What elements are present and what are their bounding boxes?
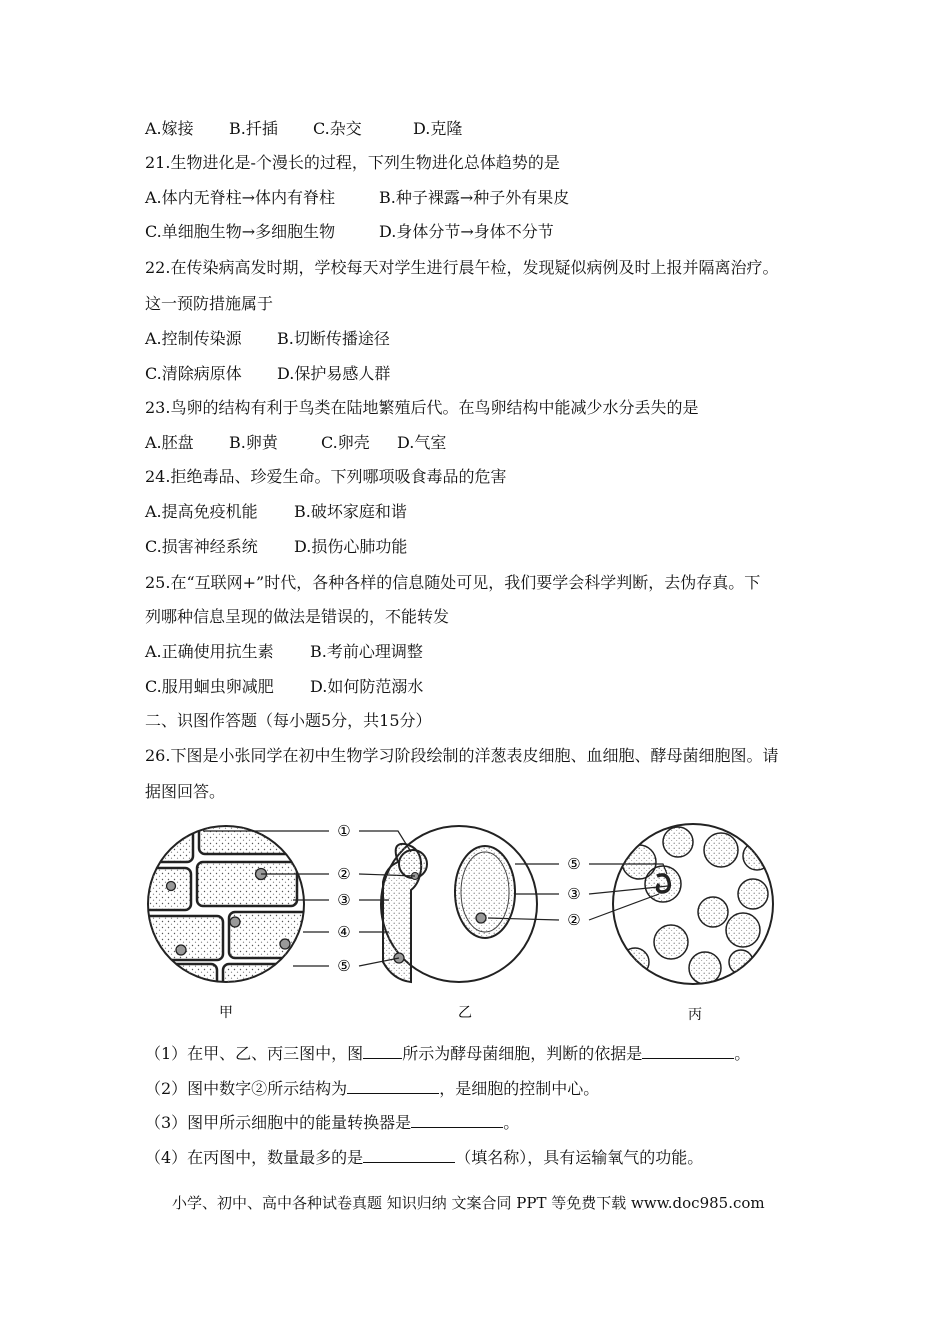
q25-options-row1	[145, 642, 423, 662]
sub-question-4-part-a: （4）在丙图中，数量最多的是	[145, 1148, 364, 1167]
question-26-stem-line2: 据图回答。	[145, 782, 226, 801]
sub-question-1-part-c: 。	[734, 1044, 751, 1063]
option: B.种子裸露→种子外有果皮	[379, 188, 570, 207]
option: D.身体分节→身体不分节	[379, 222, 554, 241]
question-25-stem-line2: 列哪种信息呈现的做法是错误的，不能转发	[145, 607, 450, 626]
callout-2-right: ②	[567, 911, 581, 929]
blood-cells-drawing	[613, 824, 773, 984]
callout-3: ③	[337, 891, 351, 909]
sub-question-4	[145, 1147, 703, 1168]
sub-question-1	[145, 1043, 750, 1064]
callout-3-right: ③	[567, 885, 581, 903]
q21-options-row2	[145, 222, 554, 242]
sub-question-2-part-a: （2）图中数字②所示结构为	[145, 1079, 348, 1098]
q21-options-row1	[145, 188, 569, 208]
sub-question-1-part-b: 所示为酵母菌细胞，判断的依据是	[402, 1044, 643, 1063]
q23-options	[145, 433, 446, 453]
q24-options-row1	[145, 502, 407, 522]
option: D.损伤心肺功能	[294, 537, 408, 556]
sub-question-4-part-b: （填名称），具有运输氧气的功能。	[455, 1148, 704, 1167]
option: C.单细胞生物→多细胞生物	[145, 222, 336, 241]
question-23-stem: 23.鸟卵的结构有利于鸟类在陆地繁殖后代。在鸟卵结构中能减少水分丢失的是	[145, 398, 699, 417]
option: B.扦插	[229, 119, 278, 138]
option: A.嫁接	[145, 119, 194, 138]
option: C.卵壳	[321, 433, 370, 452]
question-22-stem-line1: 22.在传染病高发时期，学校每天对学生进行晨午检，发现疑似病例及时上报并隔离治疗。	[145, 258, 779, 277]
answer-blank-1a[interactable]	[363, 1043, 402, 1059]
sub-question-3-part-a: （3）图甲所示细胞中的能量转换器是	[145, 1113, 412, 1132]
option: A.控制传染源	[145, 329, 242, 348]
callout-5-right: ⑤	[567, 855, 581, 873]
option: B.卵黄	[229, 433, 278, 452]
answer-blank-4[interactable]	[363, 1147, 455, 1163]
option: A.胚盘	[145, 433, 194, 452]
option: B.破坏家庭和谐	[294, 502, 407, 521]
option: C.服用蛔虫卵减肥	[145, 677, 274, 696]
q22-options-row2	[145, 364, 390, 384]
sub-question-2	[145, 1078, 599, 1099]
option: C.损害神经系统	[145, 537, 258, 556]
q22-options-row1	[145, 329, 390, 349]
sub-question-1-part-a: （1）在甲、乙、丙三图中，图	[145, 1044, 364, 1063]
q24-options-row2	[145, 537, 407, 557]
option: D.气室	[397, 433, 447, 452]
yeast-cell-drawing	[381, 826, 537, 982]
question-21-stem: 21.生物进化是-个漫长的过程，下列生物进化总体趋势的是	[145, 153, 560, 172]
callout-4: ④	[337, 923, 351, 941]
callout-5: ⑤	[337, 957, 351, 975]
section-2-title: 二、识图作答题（每小题5分，共15分）	[145, 711, 432, 730]
option: D.保护易感人群	[277, 364, 391, 383]
figure-label-bing: 丙	[688, 1007, 702, 1023]
q25-options-row2	[145, 677, 423, 697]
sub-question-2-part-b: ，是细胞的控制中心。	[439, 1079, 600, 1098]
callouts-right	[567, 855, 580, 929]
option: B.切断传播途径	[277, 329, 390, 348]
cell-diagram-figure	[143, 812, 783, 1024]
page-footer: 小学、初中、高中各种试卷真题 知识归纳 文案合同 PPT 等免费下载 www.doc985.com	[172, 1194, 765, 1212]
option: C.清除病原体	[145, 364, 242, 383]
option: D.克隆	[413, 119, 463, 138]
option: C.杂交	[313, 119, 362, 138]
option: D.如何防范溺水	[310, 677, 424, 696]
option: A.提高免疫机能	[145, 502, 258, 521]
answer-blank-2[interactable]	[347, 1078, 439, 1094]
option: A.体内无脊柱→体内有脊柱	[145, 188, 336, 207]
callouts-left	[337, 822, 350, 975]
question-26-stem-line1: 26.下图是小张同学在初中生物学习阶段绘制的洋葱表皮细胞、血细胞、酵母菌细胞图。请	[145, 746, 779, 765]
answer-blank-1b[interactable]	[642, 1043, 734, 1059]
figure-label-jia: 甲	[219, 1005, 233, 1021]
q20-options	[145, 119, 462, 139]
answer-blank-3[interactable]	[411, 1112, 503, 1128]
option: B.考前心理调整	[310, 642, 423, 661]
callout-2: ②	[337, 865, 351, 883]
option: A.正确使用抗生素	[145, 642, 274, 661]
question-25-stem-line1: 25.在“互联网+”时代，各种各样的信息随处可见，我们要学会科学判断，去伪存真。下	[145, 573, 761, 592]
question-22-stem-line2: 这一预防措施属于	[145, 294, 274, 313]
figure-label-yi: 乙	[458, 1005, 472, 1021]
sub-question-3	[145, 1112, 519, 1133]
sub-question-3-part-b: 。	[503, 1113, 520, 1132]
question-24-stem: 24.拒绝毒品、珍爱生命。下列哪项吸食毒品的危害	[145, 467, 507, 486]
callout-1: ①	[337, 822, 351, 840]
onion-epidermal-cells-drawing	[143, 814, 313, 1004]
